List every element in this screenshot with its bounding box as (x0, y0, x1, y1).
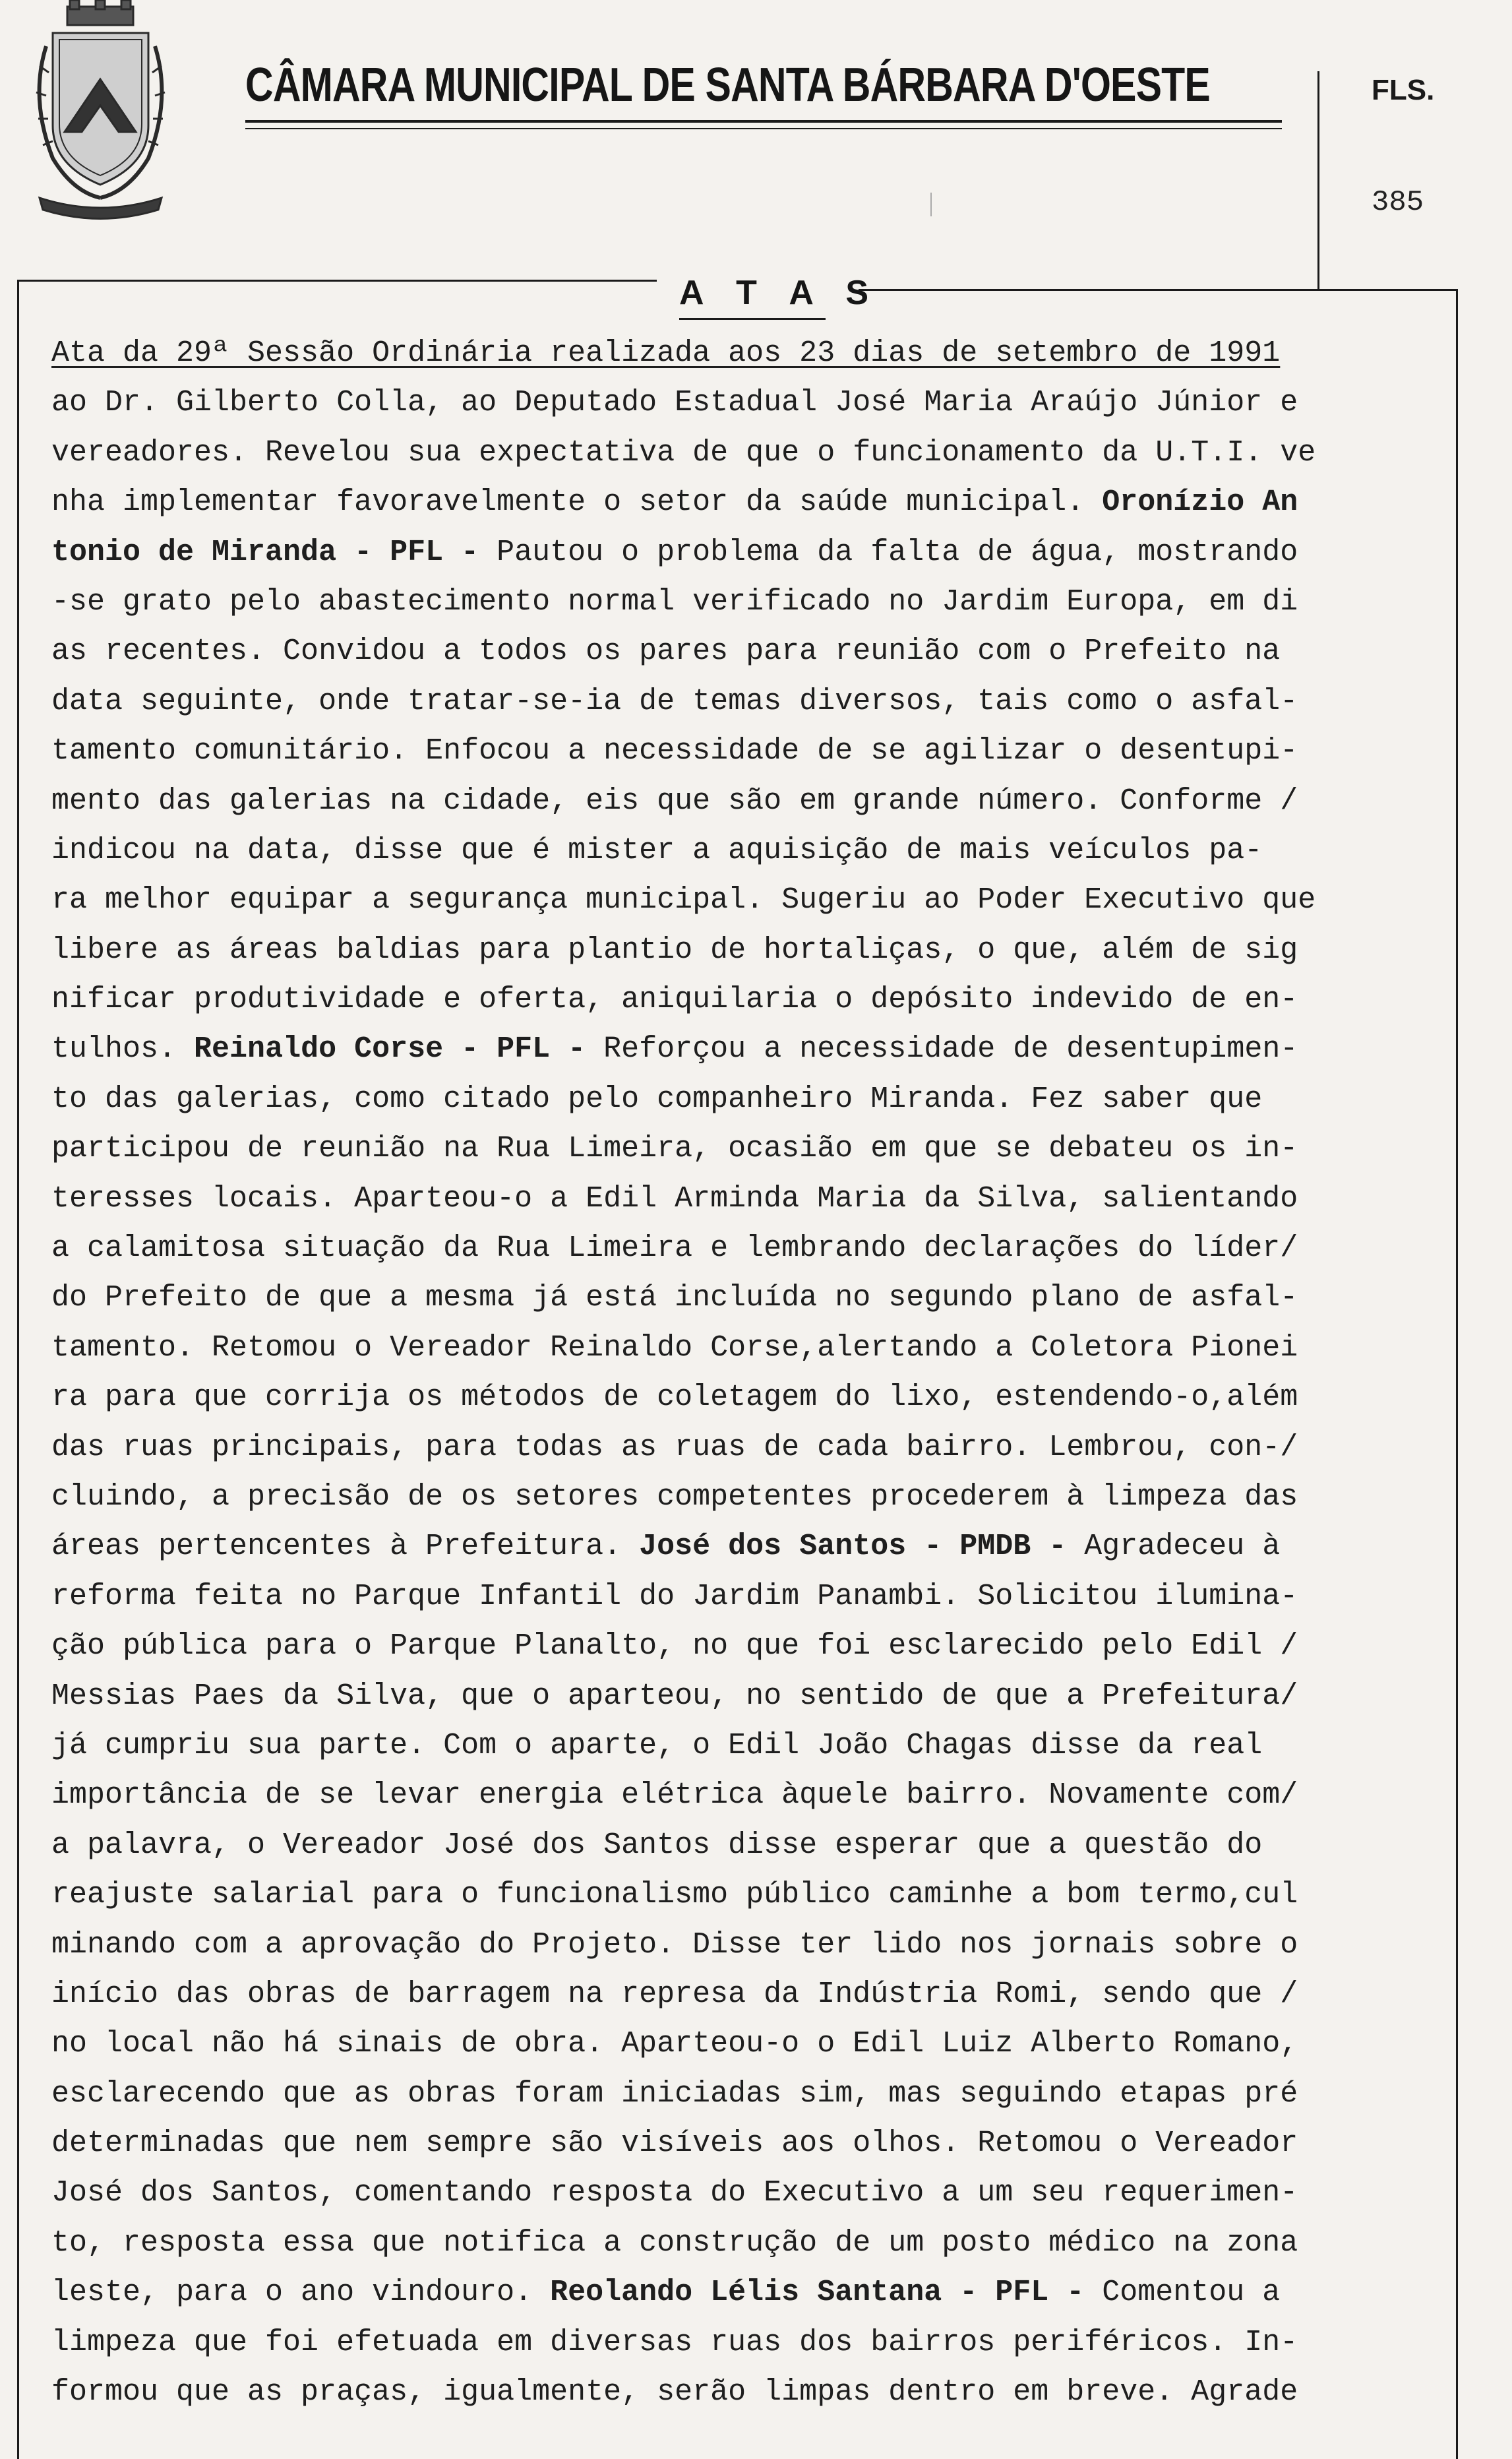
minutes-line: no local não há sinais de obra. Aparteou-o o Edil Luiz Alberto Romano, (51, 2027, 1298, 2061)
folio-label: FLS. (1372, 74, 1435, 106)
minutes-line: limpeza que foi efetuada em diversas ruas dos bairros periféricos. In- (51, 2325, 1298, 2359)
minutes-line: vereadores. Revelou sua expectativa de que o funcionamento da U.T.I. ve (51, 435, 1316, 470)
page-number: 385 (1372, 186, 1424, 219)
frame-top-left (17, 280, 657, 282)
minutes-line: a calamitosa situação da Rua Limeira e lembrando declarações do líder/ (51, 1231, 1298, 1266)
minutes-line: to das galerias, como citado pelo companheiro Miranda. Fez saber que (51, 1082, 1263, 1116)
minutes-line: ao Dr. Gilberto Colla, ao Deputado Estadual José Maria Araújo Júnior e (51, 386, 1298, 420)
minutes-line: -se grato pelo abastecimento normal verificado no Jardim Europa, em di (51, 584, 1298, 619)
minutes-line: determinadas que nem sempre são visíveis aos olhos. Retomou o Vereador (51, 2127, 1298, 2161)
section-underline (679, 318, 826, 320)
minutes-line: formou que as praças, igualmente, serão limpas dentro em breve. Agrade (51, 2375, 1298, 2410)
minutes-line: das ruas principais, para todas as ruas de cada bairro. Lembrou, con-/ (51, 1430, 1298, 1464)
minutes-line: tulhos. Reinaldo Corse - PFL - Reforçou a necessidade de desentupimen- (51, 1032, 1298, 1067)
faint-mark (930, 193, 932, 216)
speaker-name: Reinaldo Corse - PFL - (194, 1032, 586, 1067)
minutes-line: do Prefeito de que a mesma já está incluída no segundo plano de asfal- (51, 1281, 1298, 1315)
minutes-line: indicou na data, disse que é mister a aquisição de mais veículos pa- (51, 833, 1263, 867)
minutes-line: data seguinte, onde tratar-se-ia de temas diversos, tais como o asfal- (51, 684, 1298, 718)
minutes-line: mento das galerias na cidade, eis que são em grande número. Conforme / (51, 784, 1298, 818)
title-rule-thin (245, 128, 1282, 129)
minutes-line: já cumpriu sua parte. Com o aparte, o Edil João Chagas disse da real (51, 1728, 1263, 1762)
minutes-line: leste, para o ano vindouro. Reolando Lélis Santana - PFL - Comentou a (51, 2276, 1281, 2310)
minutes-line: ra melhor equipar a segurança municipal. Sugeriu ao Poder Executivo que (51, 883, 1316, 918)
speaker-name: Reolando Lélis Santana - PFL - (550, 2276, 1085, 2310)
minutes-line: libere as áreas baldias para plantio de hortaliças, o que, além de sig (51, 933, 1298, 967)
frame-right (1456, 289, 1458, 2459)
minutes-line: as recentes. Convidou a todos os pares para reunião com o Prefeito na (51, 635, 1281, 669)
minutes-line: to, resposta essa que notifica a construção de um posto médico na zona (51, 2226, 1298, 2260)
minutes-line: participou de reunião na Rua Limeira, ocasião em que se debateu os in- (51, 1132, 1298, 1166)
speaker-name: tonio de Miranda - PFL - (51, 535, 479, 569)
folio-divider (1317, 71, 1319, 289)
title-rule (245, 120, 1282, 123)
minutes-body (51, 328, 1456, 2417)
minutes-line: tamento. Retomou o Vereador Reinaldo Corse,alertando a Coletora Pionei (51, 1330, 1298, 1365)
section-label: A T A S (679, 274, 881, 312)
minutes-line: esclarecendo que as obras foram iniciadas sim, mas seguindo etapas pré (51, 2076, 1298, 2111)
minutes-line: tonio de Miranda - PFL - Pautou o problema da falta de água, mostrando (51, 535, 1298, 569)
speaker-name: José dos Santos - PMDB - (639, 1530, 1067, 1564)
minutes-line: tamento comunitário. Enfocou a necessidade de se agilizar o desentupi- (51, 734, 1298, 768)
minutes-line: a palavra, o Vereador José dos Santos disse esperar que a questão do (51, 1828, 1263, 1862)
minutes-line: reforma feita no Parque Infantil do Jardim Panambi. Solicitou ilumina- (51, 1579, 1298, 1613)
minutes-line: teresses locais. Aparteou-o a Edil Arminda Maria da Silva, salientando (51, 1181, 1298, 1216)
minutes-line: José dos Santos, comentando resposta do Executivo a um seu requerimen- (51, 2176, 1298, 2210)
minutes-line: ção pública para o Parque Planalto, no que foi esclarecido pelo Edil / (51, 1629, 1298, 1664)
municipal-coat-of-arms (26, 0, 175, 221)
minutes-line: início das obras de barragem na represa da Indústria Romi, sendo que / (51, 1977, 1298, 2011)
minutes-line: Messias Paes da Silva, que o aparteou, no sentido de que a Prefeitura/ (51, 1679, 1298, 1713)
minutes-line: ra para que corrija os métodos de coletagem do lixo, estendendo-o,além (51, 1381, 1298, 1415)
minutes-heading: Ata da 29ª Sessão Ordinária realizada aos 23 dias de setembro de 1991 (51, 336, 1281, 370)
minutes-lines (51, 378, 1456, 2417)
minutes-line: nha implementar favoravelmente o setor da saúde municipal. Oronízio An (51, 485, 1298, 520)
chamber-title: CÂMARA MUNICIPAL DE SANTA BÁRBARA D'OESTE (245, 59, 1210, 111)
minutes-line: nificar produtividade e oferta, aniquilaria o depósito indevido de en- (51, 983, 1298, 1017)
frame-left (17, 280, 19, 2459)
minutes-line: importância de se levar energia elétrica àquele bairro. Novamente com/ (51, 1778, 1298, 1813)
minutes-line: reajuste salarial para o funcionalismo público caminhe a bom termo,cul (51, 1878, 1298, 1912)
frame-top-right (859, 289, 1457, 291)
minutes-line: minando com a aprovação do Projeto. Disse ter lido nos jornais sobre o (51, 1927, 1298, 1962)
speaker-name: Oronízio An (1102, 485, 1298, 520)
minutes-line: áreas pertencentes à Prefeitura. José dos Santos - PMDB - Agradeceu à (51, 1530, 1281, 1564)
minutes-line: cluindo, a precisão de os setores competentes procederem à limpeza das (51, 1479, 1298, 1514)
